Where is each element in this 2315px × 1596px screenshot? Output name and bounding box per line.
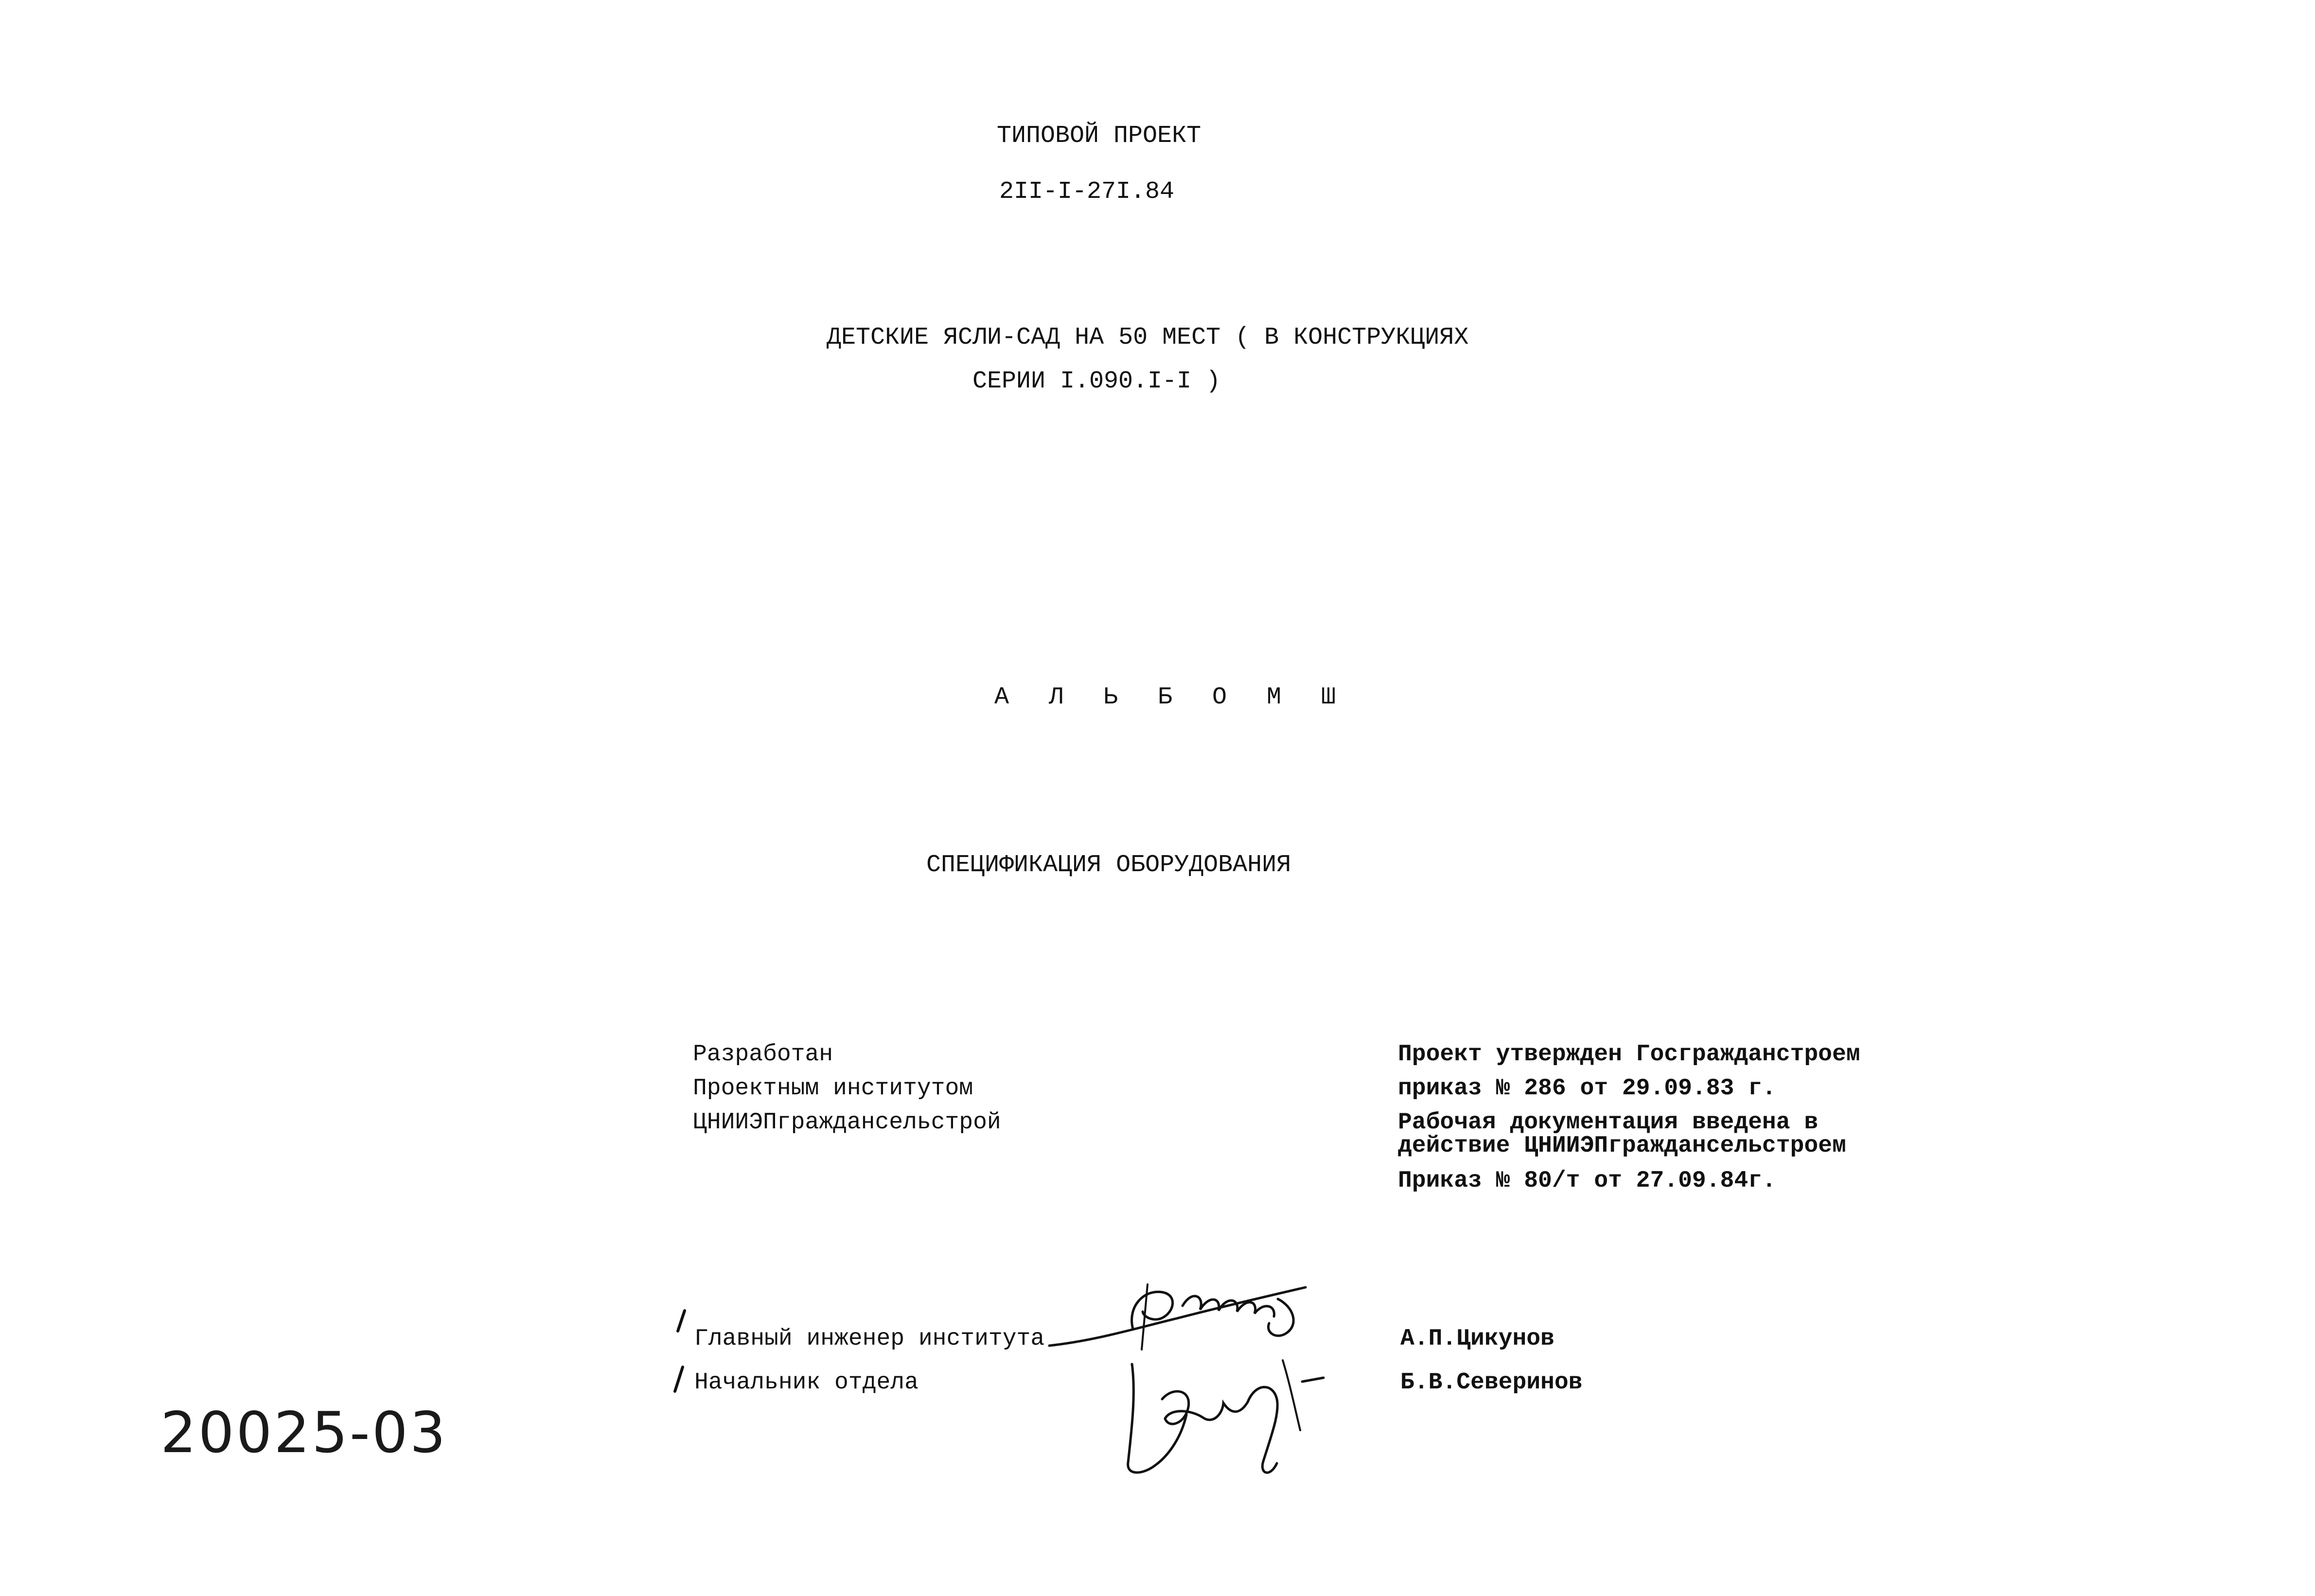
project-title-line-2: СЕРИИ I.090.I-I ) bbox=[972, 368, 1221, 395]
chief-engineer-title: Главный инженер института bbox=[694, 1326, 1045, 1352]
developer-line-2: Проектным институтом bbox=[693, 1075, 973, 1102]
document-number: 20025-03 bbox=[160, 1400, 448, 1466]
left-margin-ticks bbox=[666, 1303, 695, 1410]
approval-line-4: действие ЦНИИЭПграждансельстроем bbox=[1398, 1133, 1846, 1159]
department-head-signature bbox=[1109, 1342, 1342, 1488]
project-type: ТИПОВОЙ ПРОЕКТ bbox=[997, 122, 1202, 150]
approval-line-1: Проект утвержден Госгражданстроем bbox=[1398, 1041, 1860, 1068]
chief-engineer-name: А.П.Цикунов bbox=[1400, 1326, 1555, 1352]
developer-line-1: Разработан bbox=[693, 1041, 833, 1068]
section-title: СПЕЦИФИКАЦИЯ ОБОРУДОВАНИЯ bbox=[926, 851, 1291, 879]
approval-line-2: приказ № 286 от 29.09.83 г. bbox=[1398, 1075, 1776, 1102]
developer-line-3: ЦНИИЭПграждансельстрой bbox=[693, 1109, 1001, 1136]
project-code: 2II-I-27I.84 bbox=[999, 178, 1175, 206]
album-label: А Л Ь Б О М Ш bbox=[994, 684, 1349, 711]
approval-line-5: Приказ № 80/т от 27.09.84г. bbox=[1398, 1168, 1776, 1194]
project-title-line-1: ДЕТСКИЕ ЯСЛИ-САД НА 50 МЕСТ ( В КОНСТРУКЦИЯХ bbox=[827, 324, 1469, 351]
department-head-name: Б.В.Северинов bbox=[1400, 1369, 1583, 1396]
approval-line-3: Рабочая документация введена в bbox=[1398, 1109, 1819, 1136]
department-head-title: Начальник отдела bbox=[694, 1369, 919, 1396]
